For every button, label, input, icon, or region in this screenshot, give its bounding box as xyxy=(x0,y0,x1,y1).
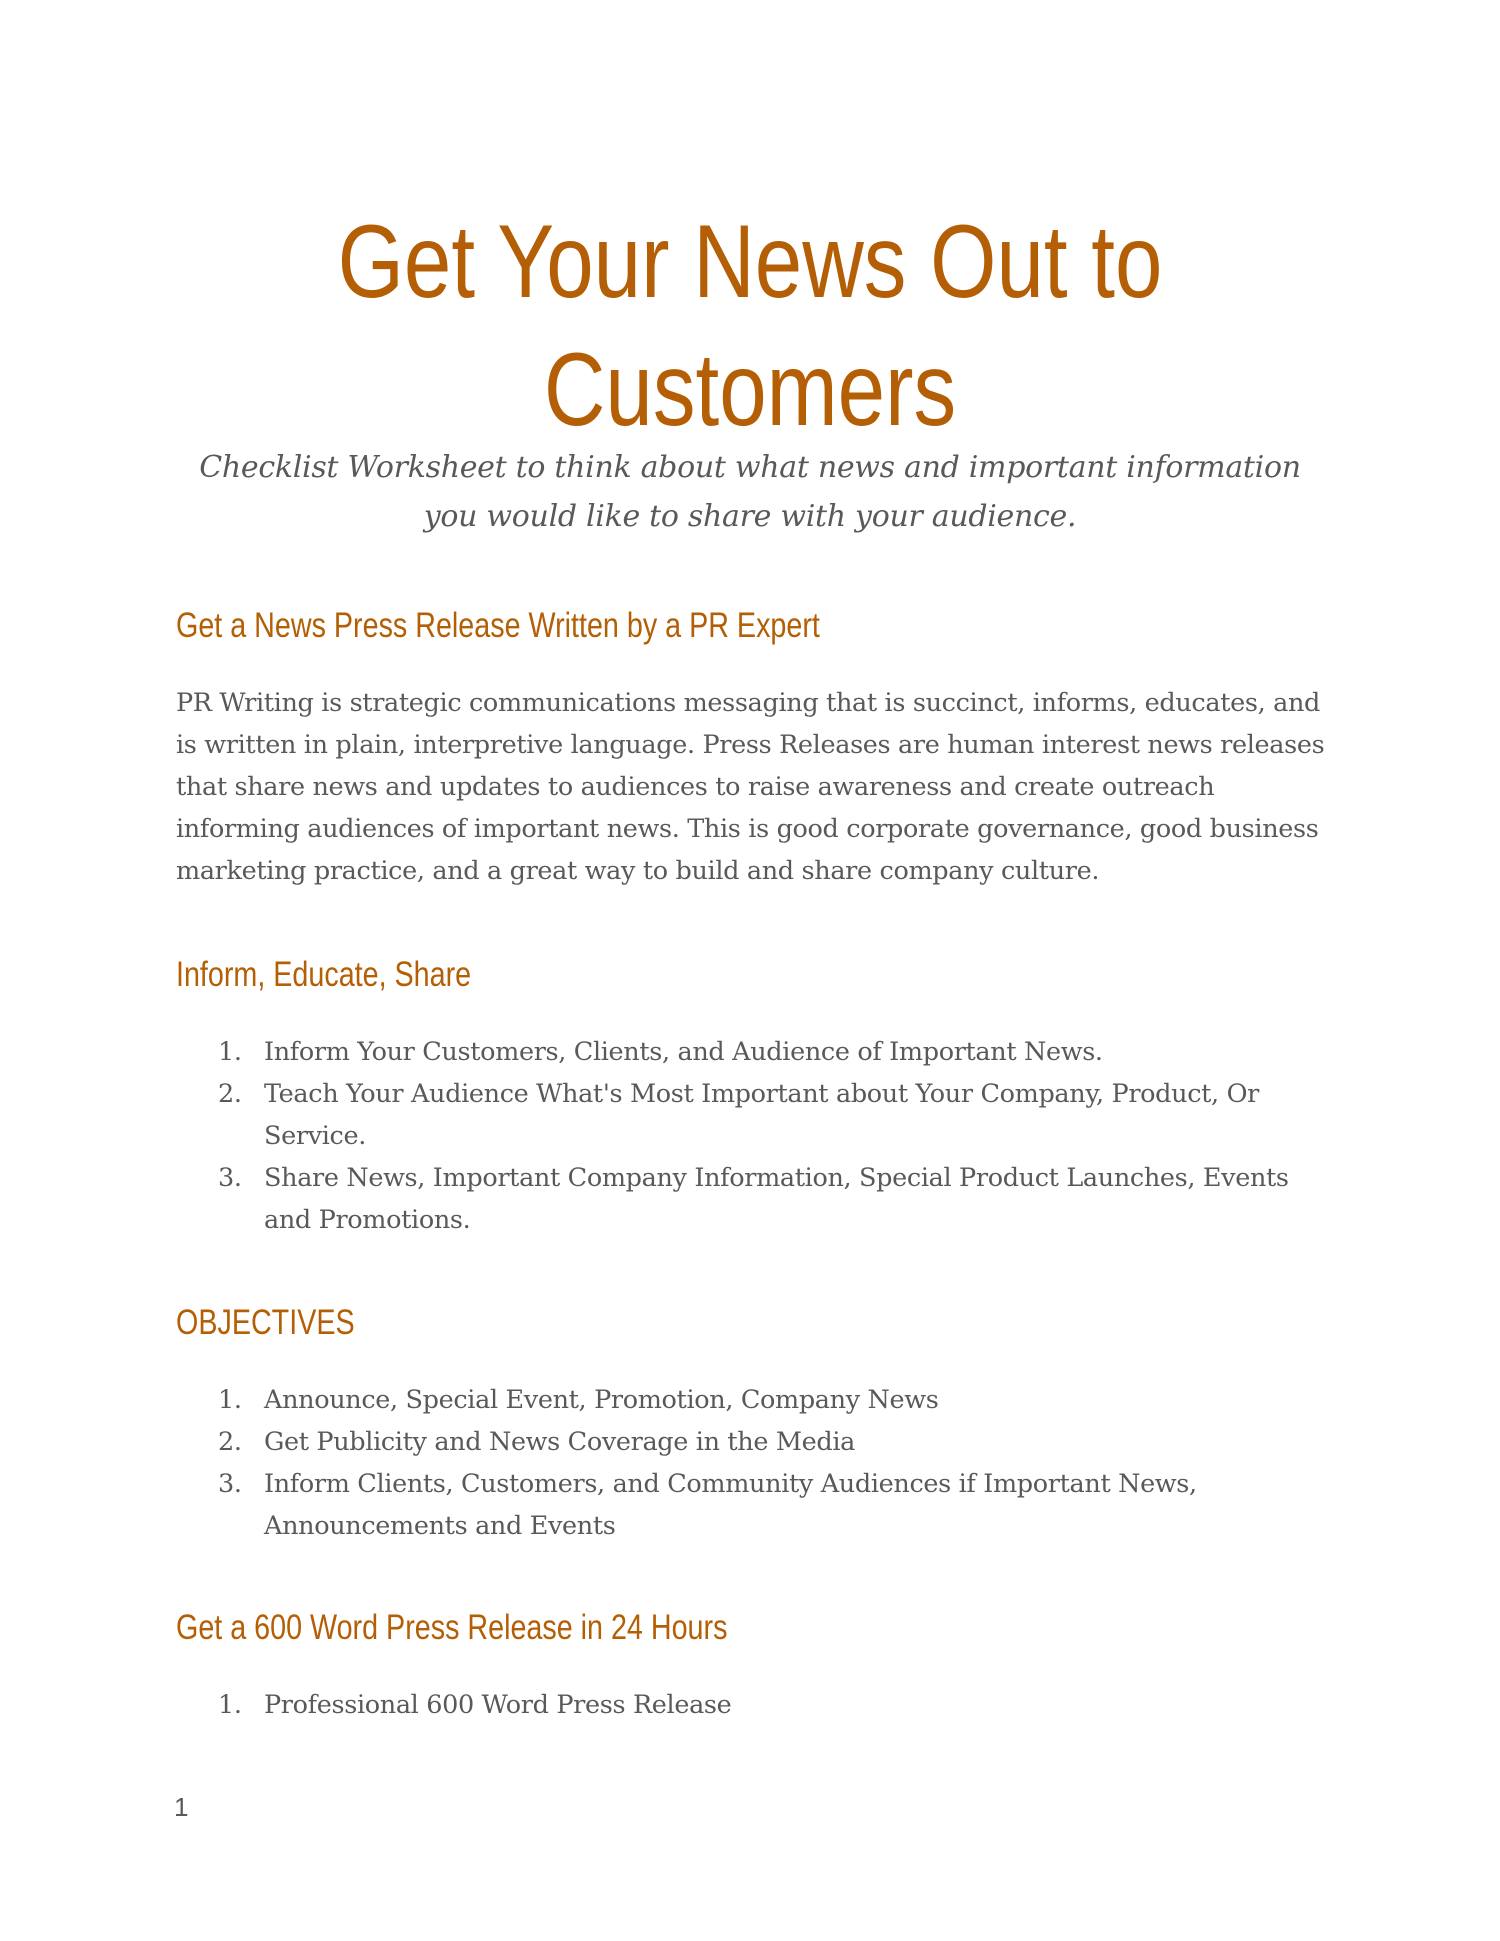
section-heading-pr-expert: Get a News Press Release Written by a PR Expert xyxy=(176,606,820,645)
list-item-text: Share News, Important Company Information, Special Product Launches, Events and Promotions. xyxy=(264,1163,1289,1235)
list-item-number: 1. xyxy=(218,1037,242,1067)
inform-educate-share-list xyxy=(176,1031,1336,1241)
press-release-offer-list xyxy=(176,1684,1336,1726)
list-item xyxy=(176,1157,1336,1241)
list-item xyxy=(176,1073,1336,1157)
list-item-number: 1. xyxy=(218,1385,242,1415)
section-heading-objectives: OBJECTIVES xyxy=(176,1303,355,1342)
section-heading-inform-educate-share: Inform, Educate, Share xyxy=(176,955,472,994)
objectives-list xyxy=(176,1379,1336,1547)
page-number: 1 xyxy=(174,1792,189,1822)
list-item-number: 1. xyxy=(218,1690,242,1720)
list-item-text: Professional 600 Word Press Release xyxy=(264,1690,732,1720)
list-item-text: Inform Your Customers, Clients, and Audience of Important News. xyxy=(264,1037,1103,1067)
list-item-number: 3. xyxy=(218,1469,242,1499)
list-item xyxy=(176,1031,1336,1073)
list-item xyxy=(176,1379,1336,1421)
list-item xyxy=(176,1463,1336,1547)
list-item-text: Teach Your Audience What's Most Important about Your Company, Product, Or Service. xyxy=(264,1079,1259,1151)
list-item-text: Get Publicity and News Coverage in the Media xyxy=(264,1427,856,1457)
document-title: Get Your News Out to Customers xyxy=(337,204,1163,448)
document-subtitle: Checklist Worksheet to think about what news and important information you would like to share with your audience. xyxy=(199,450,1301,534)
list-item xyxy=(176,1421,1336,1463)
list-item-number: 2. xyxy=(218,1079,242,1109)
list-item-number: 3. xyxy=(218,1163,242,1193)
list-item xyxy=(176,1684,1336,1726)
list-item-text: Inform Clients, Customers, and Community Audiences if Important News, Announcements and Events xyxy=(264,1469,1197,1541)
section-heading-600-word-release: Get a 600 Word Press Release in 24 Hours xyxy=(176,1608,728,1647)
list-item-number: 2. xyxy=(218,1427,242,1457)
list-item-text: Announce, Special Event, Promotion, Company News xyxy=(264,1385,939,1415)
section-paragraph-pr-writing: PR Writing is strategic communications messaging that is succinct, informs, educates, and is written in plain, interpretive language. Press Releases are human interest news releases that share news and updates to audiences to raise awareness and create outreach informing audiences of important news. This is good corporate governance, good business marketing practice, and a great way to build and share company culture. xyxy=(176,688,1325,886)
